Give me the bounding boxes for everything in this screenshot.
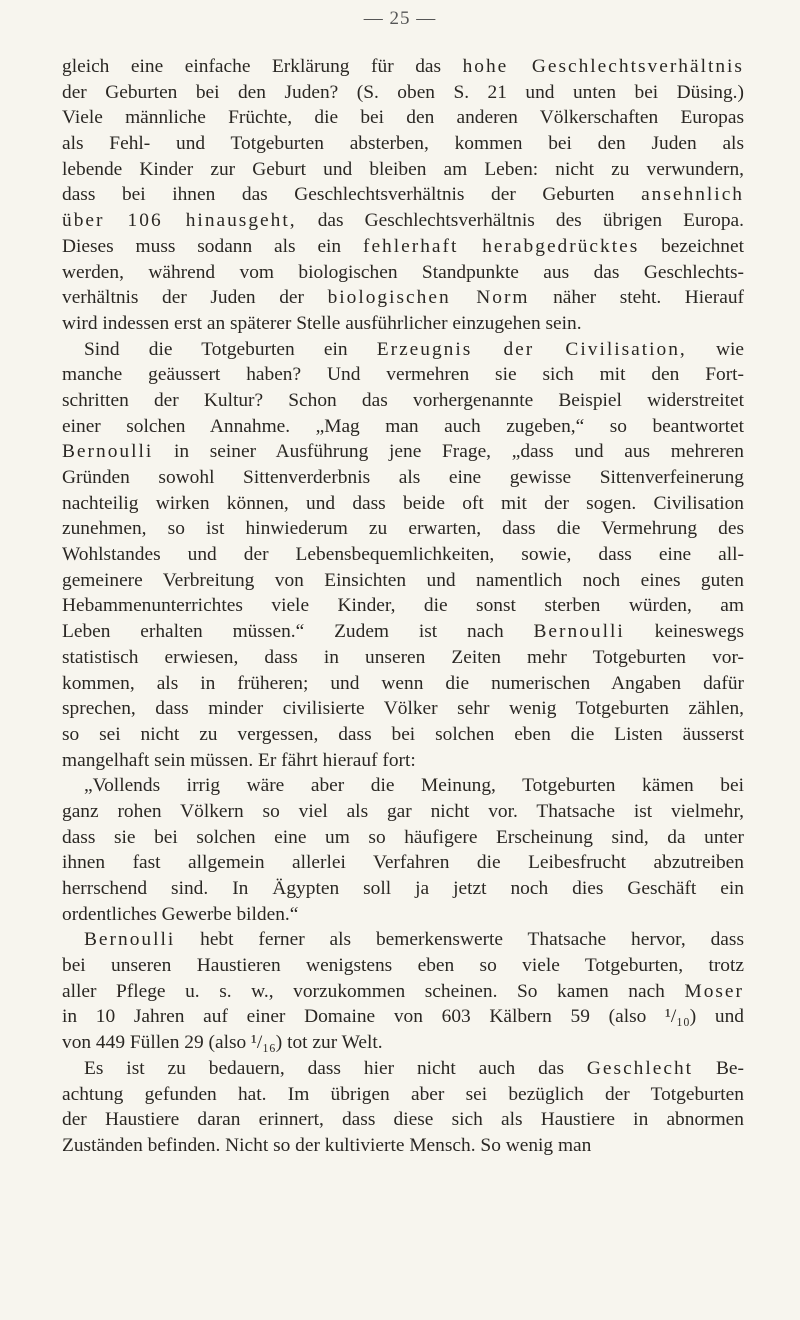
- emphasized-text: Bernoulli: [62, 441, 154, 463]
- emphasized-text: Bernoulli: [84, 929, 176, 951]
- emphasized-text: Bernoulli: [533, 621, 625, 643]
- emphasized-text: über 106 hinausgeht,: [62, 210, 297, 232]
- page-text: [62, 54, 744, 1159]
- text-line: [62, 362, 744, 388]
- text-line: [62, 1056, 744, 1082]
- text-line: [62, 1030, 744, 1056]
- text-line: [62, 542, 744, 568]
- text-line: [62, 131, 744, 157]
- text-line: [62, 285, 744, 311]
- text-run: Sind die Totgeburten ein: [84, 338, 377, 360]
- text-run: einer solchen Annahme. „Mag man auch zugeben,“ so beantwortet: [62, 415, 744, 437]
- text-run: Zuständen befinden. Nicht so der kultivierte Mensch. So wenig man: [62, 1134, 592, 1156]
- text-line: [62, 799, 744, 825]
- text-line: [62, 568, 744, 594]
- text-line: [62, 260, 744, 286]
- text-line: [62, 593, 744, 619]
- text-run: wie: [686, 338, 744, 360]
- text-line: [62, 927, 744, 953]
- emphasized-text: Moser: [684, 980, 744, 1002]
- text-line: [62, 953, 744, 979]
- text-line: [62, 1082, 744, 1108]
- text-run: „Vollends irrig wäre aber die Meinung, Totgeburten kämen bei: [84, 775, 744, 797]
- text-line: [62, 388, 744, 414]
- text-run: ordentliches Gewerbe bilden.“: [62, 903, 299, 925]
- text-run: Hebammenunterrichtes viele Kinder, die sonst sterben würden, am: [62, 595, 744, 617]
- text-line: [62, 491, 744, 517]
- text-run: nachteilig wirken können, und dass beide oft mit der sogen. Civilisation: [62, 492, 744, 514]
- text-run: dass sie bei solchen eine um so häufigere Erscheinung sind, da unter: [62, 826, 744, 848]
- emphasized-text: Geschlecht: [586, 1057, 694, 1079]
- text-line: [62, 696, 744, 722]
- text-line: [62, 671, 744, 697]
- text-line: [62, 619, 744, 645]
- text-run: dass bei ihnen das Geschlechtsverhältnis der Geburten: [62, 184, 642, 206]
- text-line: [62, 157, 744, 183]
- text-line: [62, 876, 744, 902]
- text-run: Viele männliche Früchte, die bei den anderen Völkerschaften Europas: [62, 107, 744, 129]
- text-run: von 449 Füllen 29 (also ¹/₁₆) tot zur Welt.: [62, 1032, 383, 1054]
- text-run: Gründen sowohl Sittenverderbnis als eine gewisse Sittenverfeinerung: [62, 467, 744, 488]
- text-line: [62, 979, 744, 1005]
- text-line: [62, 311, 744, 337]
- text-line: [62, 439, 744, 465]
- text-line: [62, 105, 744, 131]
- text-run: als Fehl- und Totgeburten absterben, kommen bei den Juden als: [62, 133, 744, 155]
- text-line: [62, 773, 744, 799]
- text-run: Es ist zu bedauern, dass hier nicht auch das: [84, 1057, 587, 1079]
- text-run: manche geäussert haben? Und vermehren sie sich mit den Fort-: [62, 364, 744, 386]
- emphasized-text: Erzeugnis der Civilisation,: [376, 338, 687, 360]
- text-run: der Geburten bei den Juden? (S. oben S. 21 und unten bei Düsing.): [62, 81, 744, 103]
- text-run: werden, während vom biologischen Standpunkte aus das Geschlechts-: [62, 261, 744, 283]
- text-line: [62, 748, 744, 774]
- text-line: [62, 825, 744, 851]
- text-run: lebende Kinder zur Geburt und bleiben am Leben: nicht zu verwundern,: [62, 158, 744, 180]
- text-line: [62, 1107, 744, 1133]
- text-line: [62, 234, 744, 260]
- text-line: [62, 1133, 744, 1159]
- text-line: [62, 80, 744, 106]
- text-line: [62, 182, 744, 208]
- text-run: wird indessen erst an späterer Stelle ausführlicher einzugehen sein.: [62, 312, 582, 334]
- text-run: herrschend sind. In Ägypten soll ja jetzt noch dies Geschäft ein: [62, 878, 744, 899]
- text-run: gleich eine einfache Erklärung für das: [62, 56, 463, 77]
- page-number: — 25 —: [363, 8, 437, 29]
- text-line: [62, 516, 744, 542]
- text-run: Dieses muss sodann als ein: [62, 235, 363, 257]
- text-run: mangelhaft sein müssen. Er fährt hierauf fort:: [62, 749, 416, 771]
- emphasized-text: fehlerhaft herabgedrücktes: [362, 235, 640, 257]
- text-run: so sei nicht zu vergessen, dass bei solchen eben die Listen äusserst: [62, 723, 744, 745]
- text-run: sprechen, dass minder civilisierte Völker sehr wenig Totgeburten zählen,: [62, 698, 744, 720]
- text-run: Wohlstandes und der Lebensbequemlichkeiten, sowie, dass eine all-: [62, 544, 744, 566]
- text-line: [62, 645, 744, 671]
- text-run: Leben erhalten müssen.“ Zudem ist nach: [62, 621, 534, 643]
- text-run: ganz rohen Völkern so viel als gar nicht vor. Thatsache ist vielmehr,: [62, 800, 744, 822]
- text-run: verhältnis der Juden der: [62, 287, 328, 309]
- text-line: [62, 902, 744, 928]
- text-line: [62, 465, 744, 491]
- text-run: das Geschlechtsverhältnis des übrigen Europa.: [296, 210, 744, 232]
- text-run: aller Pflege u. s. w., vorzukommen scheinen. So kamen nach: [62, 980, 685, 1002]
- text-run: kommen, als in früheren; und wenn die numerischen Angaben dafür: [62, 672, 744, 694]
- text-run: statistisch erwiesen, dass in unseren Zeiten mehr Totgeburten vor-: [62, 646, 744, 668]
- text-run: bei unseren Haustieren wenigstens eben so viele Totgeburten, trotz: [62, 955, 744, 977]
- text-line: [62, 414, 744, 440]
- text-run: der Haustiere daran erinnert, dass diese sich als Haustiere in abnormen: [62, 1109, 744, 1131]
- text-line: [62, 1004, 744, 1030]
- emphasized-text: hohe Geschlechtsverhältnis: [462, 56, 744, 77]
- text-line: [62, 850, 744, 876]
- emphasized-text: biologischen Norm: [327, 287, 530, 309]
- text-run: in seiner Ausführung jene Frage, „dass und aus mehreren: [153, 441, 744, 463]
- text-line: [62, 208, 744, 234]
- text-run: achtung gefunden hat. Im übrigen aber sei bezüglich der Totgeburten: [62, 1083, 744, 1105]
- text-run: zunehmen, so ist hinwiederum zu erwarten, dass die Vermehrung des: [62, 518, 744, 540]
- text-run: keineswegs: [624, 621, 744, 643]
- text-run: bezeichnet: [639, 235, 744, 257]
- text-run: hebt ferner als bemerkenswerte Thatsache hervor, dass: [175, 929, 744, 951]
- text-line: [62, 54, 744, 80]
- text-run: schritten der Kultur? Schon das vorhergenannte Beispiel widerstreitet: [62, 389, 744, 411]
- text-run: gemeinere Verbreitung von Einsichten und namentlich noch eines guten: [62, 569, 744, 591]
- text-run: ihnen fast allgemein allerlei Verfahren die Leibesfrucht abzutreiben: [62, 852, 744, 874]
- text-run: näher steht. Hierauf: [529, 287, 744, 309]
- text-run: in 10 Jahren auf einer Domaine von 603 Kälbern 59 (also ¹/₁₀) und: [62, 1006, 744, 1028]
- emphasized-text: ansehnlich: [641, 184, 744, 206]
- text-line: [62, 337, 744, 363]
- text-line: [62, 722, 744, 748]
- text-run: Be-: [693, 1057, 744, 1079]
